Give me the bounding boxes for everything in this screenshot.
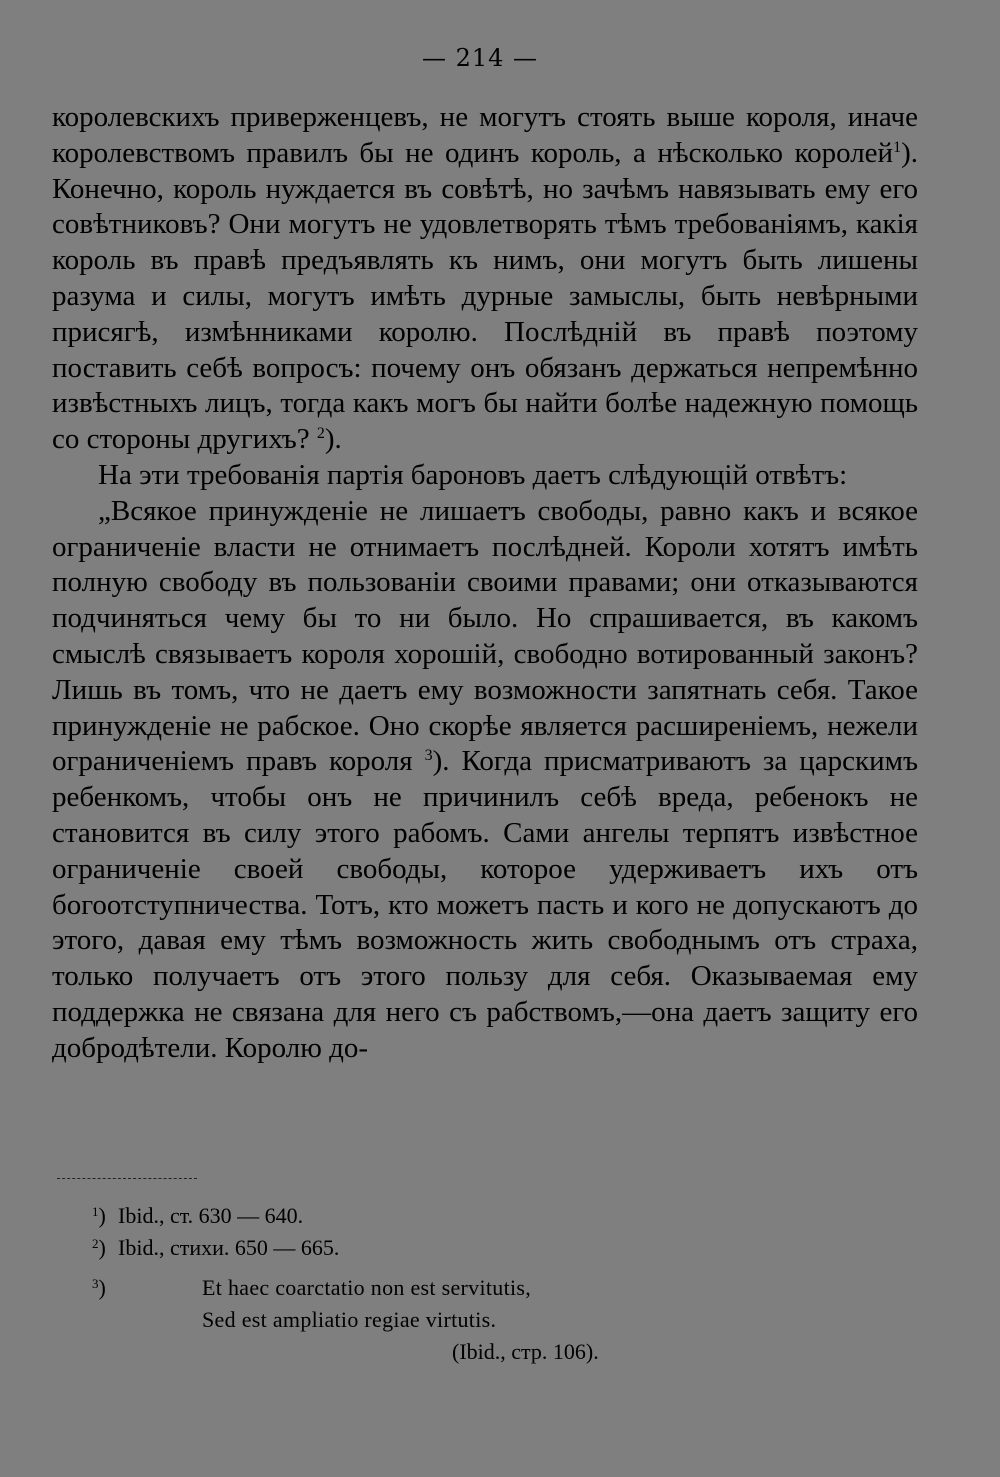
footnote-text: Ibid., стихи. 650 — 665.	[118, 1235, 340, 1260]
footnote-ref-1: 1	[893, 138, 902, 156]
text-run: ).	[324, 423, 342, 456]
footnote-1	[92, 1200, 792, 1232]
text-run: „Всякое принужденiе не лишаетъ свободы, равно какъ и всякое ограниченiе власти не отнимаетъ послѣдней. Короли хотятъ имѣть полную свободу въ пользованiи своими правами; они отказываются подчиняться чему бы то ни было. Но спрашивается, въ какомъ смыслѣ связываетъ короля хорошiй, свободно вотированный законъ? Лишь въ томъ, что не даетъ ему возможности запятнать себя. Такое принужденiе не рабское. Оно скорѣе является расширенiемъ, нежели ограниченiемъ правъ короля	[52, 494, 918, 778]
footnote-ref-2: 2	[316, 425, 325, 443]
verse-source: (Ibid., стр. 106).	[452, 1339, 599, 1364]
footnote-2	[92, 1232, 792, 1264]
main-text	[52, 100, 918, 1067]
footnote-divider	[57, 1178, 197, 1179]
footnotes	[92, 1200, 792, 1368]
footnote-ref-3: 3	[424, 747, 433, 765]
text-run: ). Когда присматриваютъ за царскимъ ребенкомъ, чтобы онъ не причинилъ себѣ вреда, ребенокъ не становится въ силу этого рабомъ. Сами ангелы терпятъ извѣстное ограниченiе своей свободы, которое удерживаетъ ихъ отъ богоотступничества. Тотъ, кто можетъ пасть и кого не допускаютъ до этого, давая ему тѣмъ возможность жить свободнымъ отъ страха, только получаетъ отъ этого пользу для себя. Оказываемая ему поддержка не связана для него съ рабствомъ,—она даетъ защиту его добродѣтели. Королю до-	[52, 745, 918, 1064]
footnote-mark: $^1$)	[92, 1203, 106, 1228]
footnote-3	[92, 1272, 792, 1368]
verse-line: Sed est ampliatio regiae virtutis.	[202, 1307, 497, 1332]
footnote-text: Ibid., ст. 630 — 640.	[118, 1203, 304, 1228]
footnote-mark: $^3$)	[92, 1275, 106, 1300]
paragraph-barons: На эти требованiя партiя бароновъ даетъ слѣдующiй отвѣтъ:	[98, 458, 848, 491]
paragraph-quote	[52, 494, 918, 1067]
footnote-verse	[202, 1272, 599, 1368]
text-run: ). Конечно, король нуждается въ совѣтѣ, но зачѣмъ навязывать ему его совѣтниковъ? Они могутъ не удовлетворять тѣмъ требованiямъ, какiя король въ правѣ предъявлять къ нимъ, они могутъ быть лишены разума и силы, могутъ имѣть дурные замыслы, быть невѣрными присягѣ, измѣнниками королю. Послѣднiй въ правѣ поэтому поставить себѣ вопросъ: почему онъ обязанъ держаться непремѣнно извѣстныхъ лицъ, тогда какъ могъ бы найти болѣе надежную помощь со стороны другихъ?	[52, 136, 918, 456]
paragraph-continuation	[52, 100, 918, 458]
verse-line: Et haec coarctatio non est servitutis,	[202, 1275, 532, 1300]
footnote-mark: $^2$)	[92, 1235, 106, 1260]
page-number: — 214 —	[421, 44, 539, 72]
text-run: королевскихъ приверженцевъ, не могутъ стоять выше короля, иначе королевствомъ правилъ бы не одинъ король, а нѣсколько королей	[52, 101, 918, 169]
